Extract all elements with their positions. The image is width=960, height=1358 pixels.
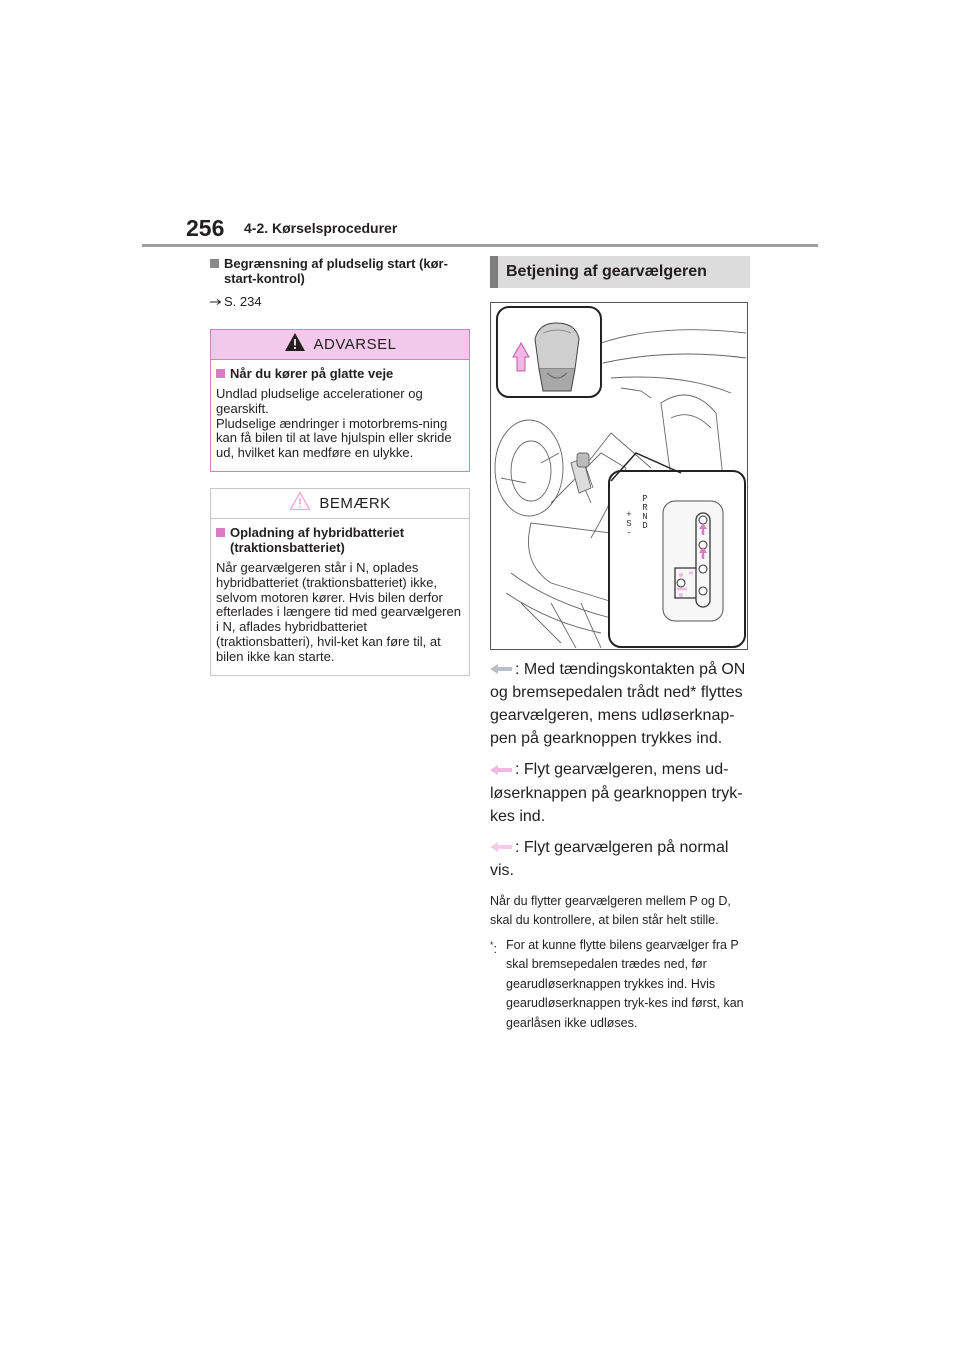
notice-box [210, 488, 470, 676]
stop-note: Når du flytter gearvælgeren mellem P og D, skal du kontrollere, at bilen står helt stille. [490, 893, 731, 927]
pink-arrow-icon [490, 759, 512, 782]
notice-text: Når gearvælgeren står i N, oplades hybridbatteriet (traktionsbatteriet) ikke, selvom motoren kører. Hvis bilen derfor efterlades i længere tid med gearvælgeren i N, aflades hybridbatteriet (traktionsbatteri), hvil-ket kan føre til, at bilen ikke kan starte. [216, 559, 461, 664]
footnote-text: For at kunne flytte bilens gearvælger fra P skal bremsepedalen trædes ned, før gearudløserknappen trykkes ind. Hvis gearudløserknappen tryk-kes ind først, kan gearlåsen ikke udløses. [506, 937, 744, 1030]
square-bullet-icon [216, 528, 225, 537]
warning-text: Undlad pludselige accelerationer og gearskift. Pludselige ændringer i motorbrems-ning kan få bilen til at lave hjulspin eller skride ud, hvilket kan medføre en ulykke. [216, 386, 452, 461]
topic-title: Begrænsning af pludselig start (kør-start-kontrol) [210, 256, 470, 286]
plus-label: + [626, 510, 632, 520]
gate-label-p: P [642, 494, 648, 504]
gate-label-r: R [642, 503, 648, 513]
square-bullet-icon [216, 369, 225, 378]
knob-inset [497, 307, 601, 397]
legend-row-3: : Flyt gearvælgeren på normal vis. [490, 836, 752, 882]
footnote-mark: *: [490, 939, 497, 956]
section-header: 4-2. Kørselsprocedurer [244, 220, 398, 236]
gate-labels [639, 495, 651, 531]
gear-selector-illustration [490, 302, 748, 650]
gate-inset [609, 453, 745, 647]
gate-label-d: D [642, 521, 648, 531]
warning-box [210, 329, 470, 472]
gate-label-n: N [642, 512, 648, 522]
arrow-right-icon [210, 294, 222, 309]
sport-labels [624, 511, 634, 538]
minus-label: - [626, 528, 632, 538]
square-bullet-icon [210, 259, 219, 268]
footnote [490, 936, 752, 1034]
legend-row-1: : Med tændingskontakten på ON og bremsepedalen trådt ned* flyttes gearvælgeren, mens udløserknap-pen på gearknoppen trykkes ind. [490, 658, 752, 750]
section-title: Betjening af gearvælgeren [490, 256, 750, 288]
light-pink-arrow-icon [490, 836, 512, 859]
warning-label: ADVARSEL [313, 336, 397, 353]
left-column [210, 256, 470, 676]
warning-header [211, 330, 469, 360]
gray-arrow-icon [490, 658, 512, 681]
warning-title: Når du kører på glatte veje [216, 366, 464, 381]
notice-body [211, 519, 469, 675]
page-reference[interactable]: S. 234 [210, 294, 470, 309]
page-number: 256 [186, 215, 225, 241]
notice-header [211, 489, 469, 519]
header-rule [142, 244, 818, 247]
notice-label: BEMÆRK [319, 494, 391, 512]
caution-triangle-icon [289, 491, 311, 516]
legend-row-2: : Flyt gearvælgeren, mens ud-løserknappen på gearknoppen tryk-kes ind. [490, 758, 752, 827]
car-interior-drawing [491, 303, 748, 650]
right-column [490, 256, 752, 1033]
warning-body [211, 360, 469, 471]
notice-title: Opladning af hybridbatteriet (traktionsbatteriet) [216, 525, 464, 555]
warning-triangle-icon [284, 332, 306, 357]
sport-label: S [626, 519, 632, 529]
